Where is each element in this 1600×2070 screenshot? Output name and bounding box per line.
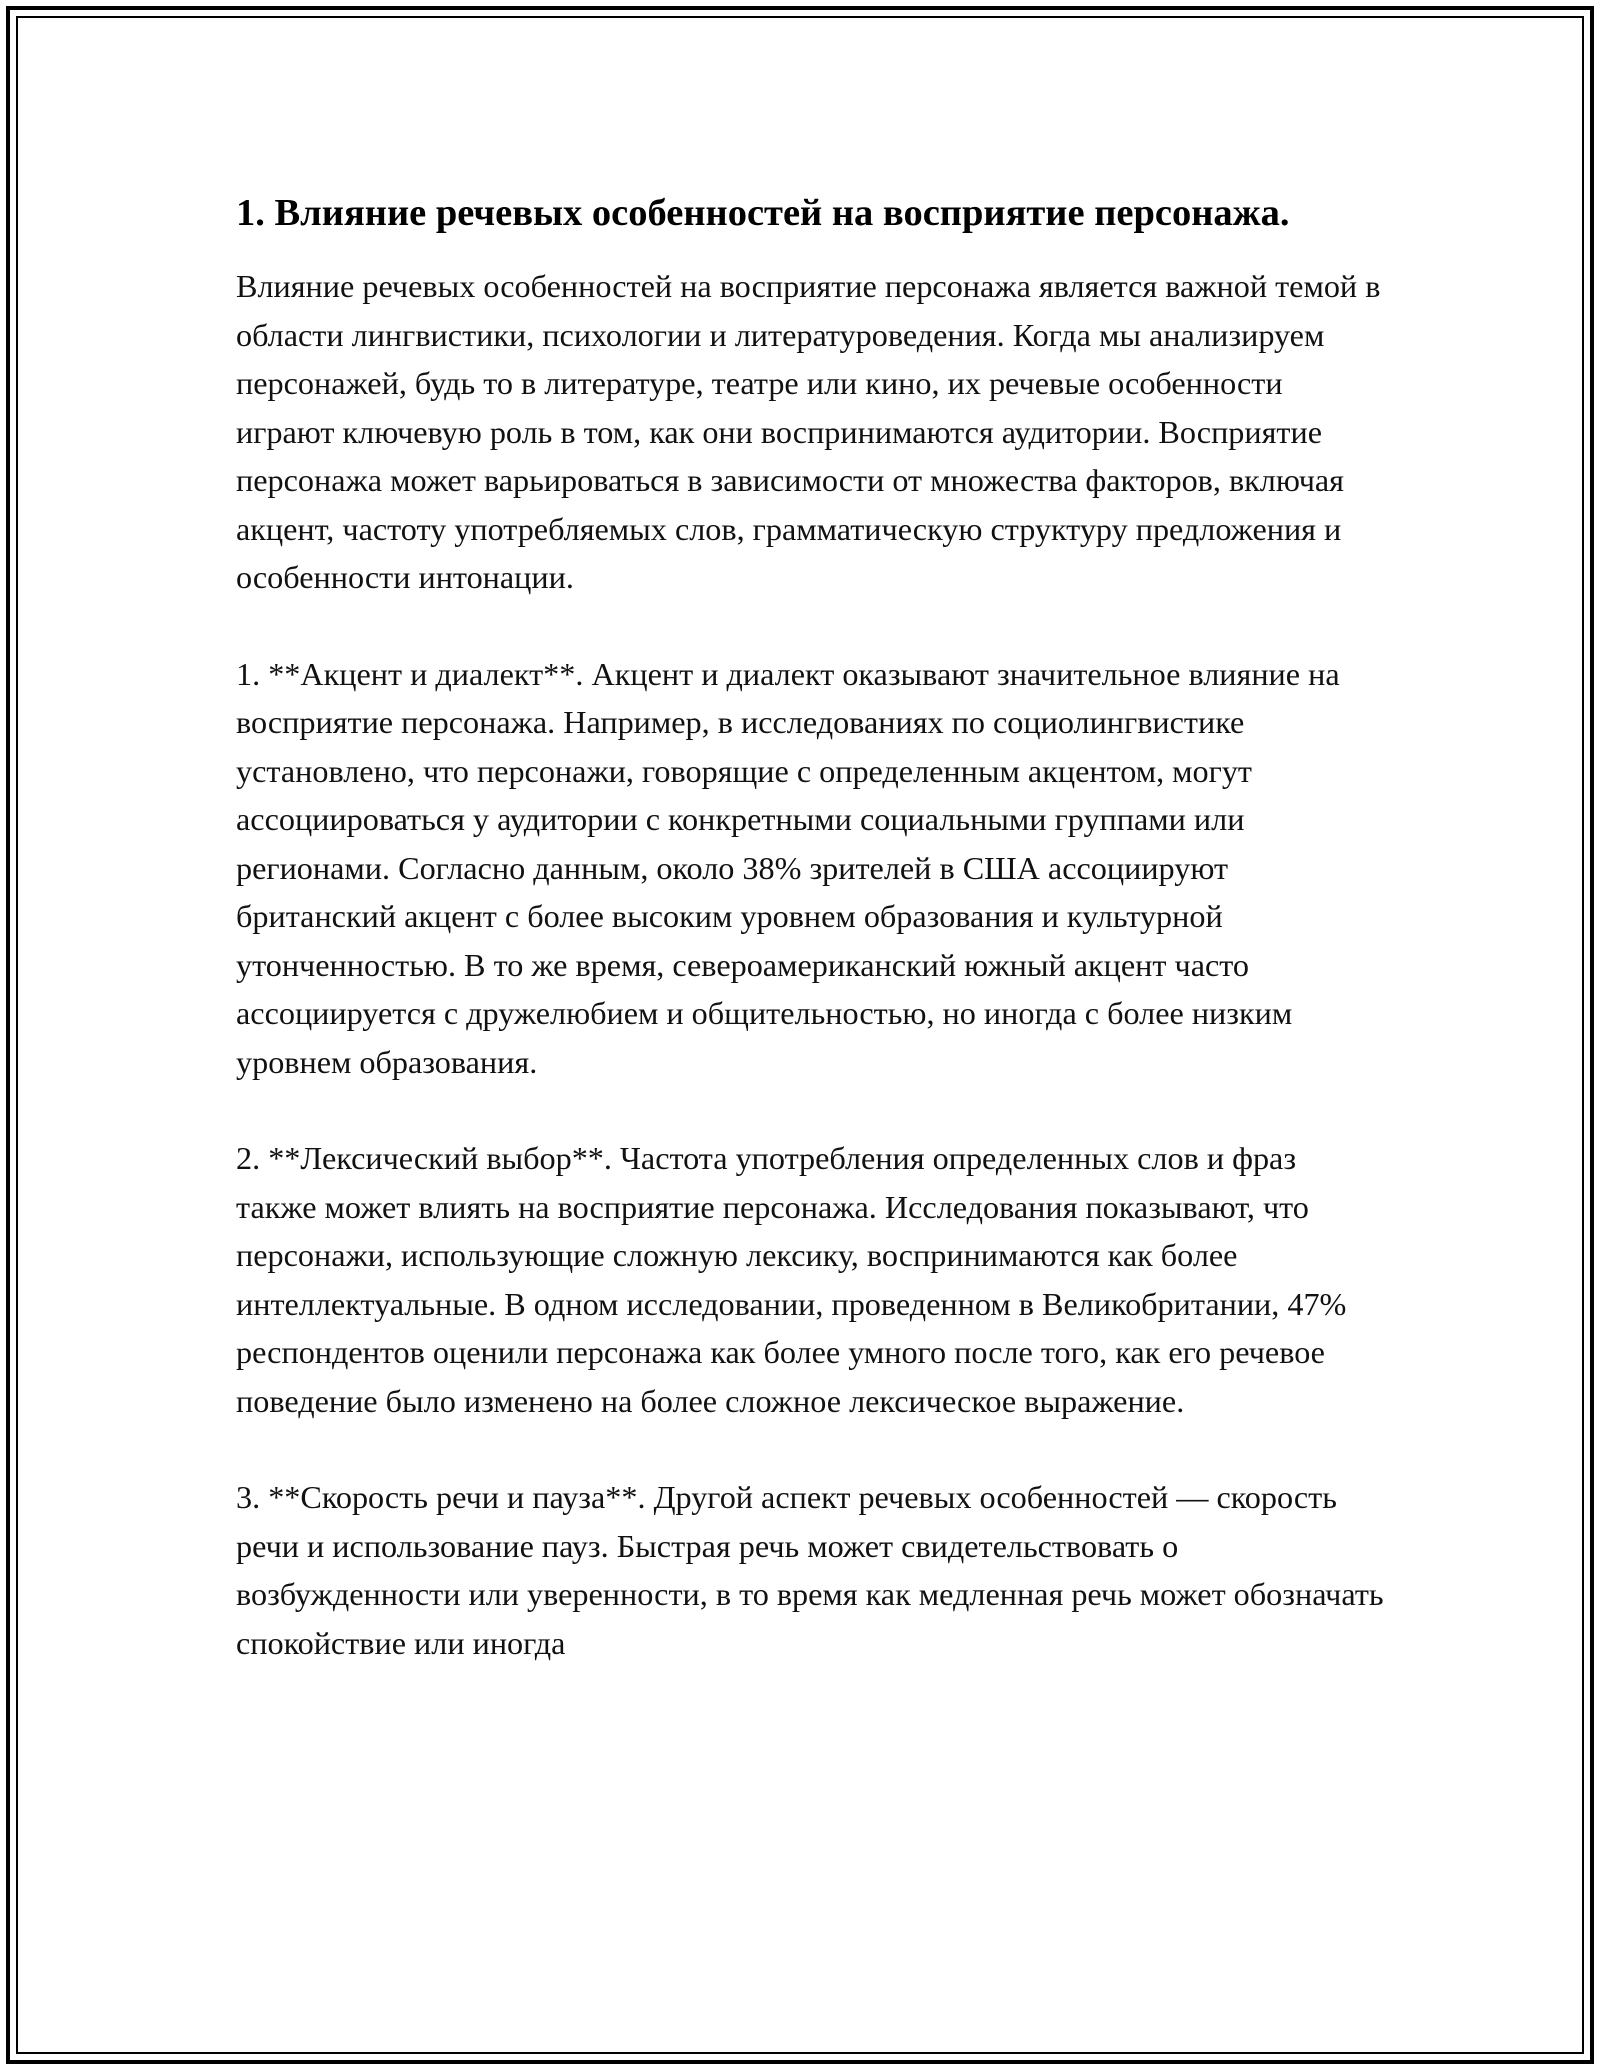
section-heading: 1. Влияние речевых особенностей на восприятие персонажа.: [236, 192, 1290, 234]
accent-dialect-paragraph: 1. **Акцент и диалект**. Акцент и диалект оказывают значительное влияние на восприятие персонажа. Например, в исследованиях по социолингвистике установлено, что персонажи, говорящие с определенным акцентом, могут ассоциироваться у аудитории с конкретными социальными группами или регионами. Согласно данным, около 38% зрителей в США ассоциируют британский акцент с более высоким уровнем образования и культурной утонченностью. В то же время, североамериканский южный акцент часто ассоциируется с дружелюбием и общительностью, но иногда с более низким уровнем образования.: [236, 655, 1340, 1080]
document-body: [236, 188, 1384, 1715]
speech-rate-paragraph: 3. **Скорость речи и пауза**. Другой аспект речевых особенностей — скорость речи и использование пауз. Быстрая речь может свидетельствовать о возбужденности или уверенности, в то время как медленная речь может обозначать спокойствие или иногда: [236, 1479, 1384, 1661]
intro-paragraph: Влияние речевых особенностей на восприятие персонажа является важной темой в области лингвистики, психологии и литературоведения. Когда мы анализируем персонажей, будь то в литературе, театре или кино, их речевые особенности играют ключевую роль в том, как они воспринимаются аудитории. Восприятие персонажа может варьироваться в зависимости от множества факторов, включая акцент, частоту употребляемых слов, грамматическую структуру предложения и особенности интонации.: [236, 268, 1381, 595]
lexical-choice-paragraph: 2. **Лексический выбор**. Частота употребления определенных слов и фраз также может влиять на восприятие персонажа. Исследования показывают, что персонажи, использующие сложную лексику, воспринимаются как более интеллектуальные. В одном исследовании, проведенном в Великобритании, 47% респондентов оценили персонажа как более умного после того, как его речевое поведение было изменено на более сложное лексическое выражение.: [236, 1140, 1347, 1419]
